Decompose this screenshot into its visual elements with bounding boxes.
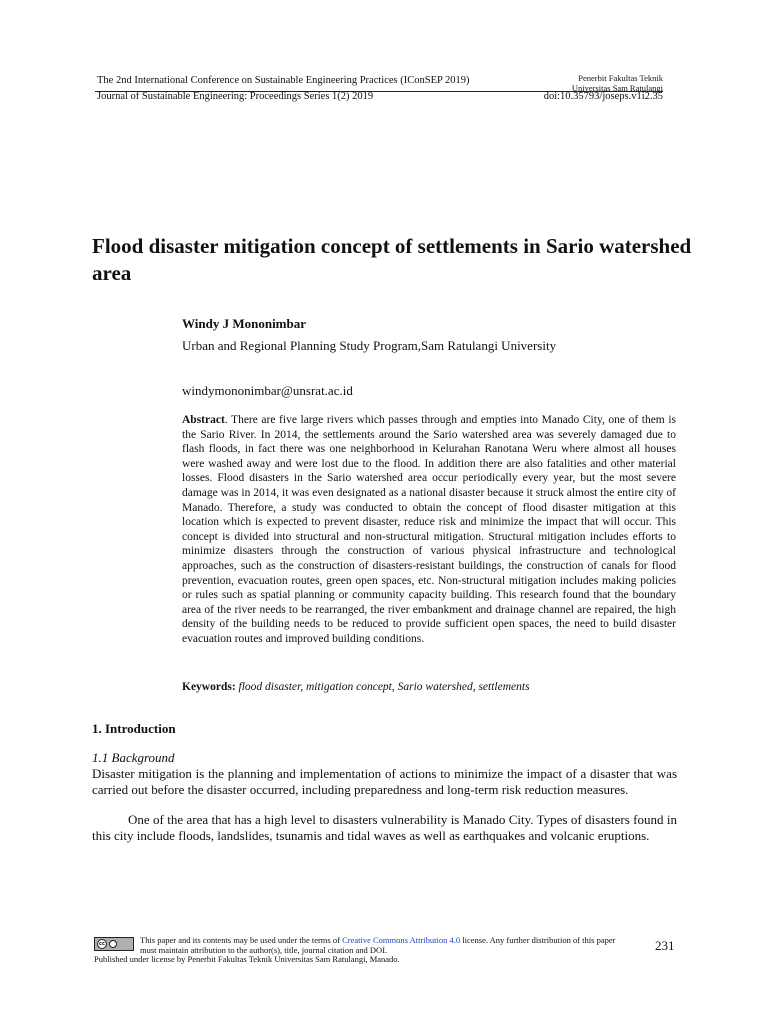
body-paragraph-1: Disaster mitigation is the planning and implementation of actions to minimize the impact of a disaster that was carried out before the disaster occurred, including preparedness and long-term risk reduction measures. bbox=[92, 766, 677, 797]
publisher-line-1: Penerbit Fakultas Teknik bbox=[578, 73, 663, 83]
page-number: 231 bbox=[655, 938, 675, 953]
abstract-label: Abstract bbox=[182, 414, 225, 426]
section-title: 1. Introduction bbox=[92, 721, 176, 736]
by-person-icon bbox=[109, 940, 117, 948]
author-name: Windy J Mononimbar bbox=[182, 316, 307, 331]
author-email[interactable]: windymononimbar@unsrat.ac.id bbox=[182, 383, 353, 398]
keywords bbox=[182, 681, 676, 693]
author-affiliation: Urban and Regional Planning Study Program,Sam Ratulangi University bbox=[182, 338, 557, 353]
journal-header: Journal of Sustainable Engineering: Proceedings Series 1(2) 2019 bbox=[97, 91, 374, 102]
license-notice bbox=[140, 936, 630, 955]
abstract-text: . There are five large rivers which passes through and empties into Manado City, one of them is the Sario River. In 2014, the settlements around the Sario watershed area was severely damaged due to flash floods, in fact there was one neighborhood in Kelurahan Ranotana Weru where almost all houses were washed away and were lost due to the flood. In addition there are also fatalities and other material losses. Flood disasters in the Sario watershed area occur periodically every year, but the most severe damage was in 2014, it was even designated as a national disaster because it struck almost the entire city of Manado. Therefore, a study was conducted to obtain the concept of flood disaster mitigation at this location which is expected to prevent disaster, reduce risk and minimize the impact that will occur. This concept is divided into structural and non-structural mitigation. Structural mitigation includes efforts to minimize disasters through the construction of various physical infrastructure and technological approaches, such as the construction of disasters-resistant buildings, the construction of canals for flood prevention, evacuation routes, green open spaces, etc. Non-structural mitigation includes making policies or rules such as spatial planning or community capacity building. This research found that the boundary area of the river needs to be rearranged, the river embankment and drainage channel are repaired, the high density of the building needs to be reduced to provide sufficient open spaces, the need to build disaster evacuation routes and improved building conditions. bbox=[182, 414, 676, 645]
license-pre: This paper and its contents may be used under the terms of bbox=[140, 935, 343, 945]
abstract bbox=[182, 413, 676, 647]
publisher-line-2: Universitas Sam Ratulangi bbox=[571, 83, 663, 93]
keywords-label: Keywords: bbox=[182, 681, 236, 693]
cc-circle-icon: cc bbox=[97, 939, 107, 949]
conference-header: The 2nd International Conference on Sustainable Engineering Practices (IConSEP 2019) bbox=[97, 75, 470, 86]
license-post: license. Any further distribution of this paper must maintain attribution to the author(s), title, journal citation and DOI. bbox=[140, 935, 616, 955]
subsection-title: 1.1 Background bbox=[92, 750, 175, 765]
publisher-header bbox=[572, 73, 663, 93]
keywords-list: flood disaster, mitigation concept, Sario watershed, settlements bbox=[238, 681, 530, 693]
published-notice: Published under license by Penerbit Fakultas Teknik Universitas Sam Ratulangi, Manado. bbox=[94, 954, 400, 964]
doi-link[interactable]: doi:10.35793/joseps.v1i2.35 bbox=[543, 91, 663, 102]
cc-by-license-icon[interactable] bbox=[94, 937, 134, 951]
cc-license-link[interactable]: Creative Commons Attribution 4.0 bbox=[342, 935, 461, 945]
paper-title: Flood disaster mitigation concept of settlements in Sario watershed area bbox=[92, 234, 692, 285]
body-paragraph-2: One of the area that has a high level to disasters vulnerability is Manado City. Types of disasters found in this city include floods, landslides, tsunamis and tidal waves as well as earthquakes and volcanic eruptions. bbox=[92, 812, 677, 843]
